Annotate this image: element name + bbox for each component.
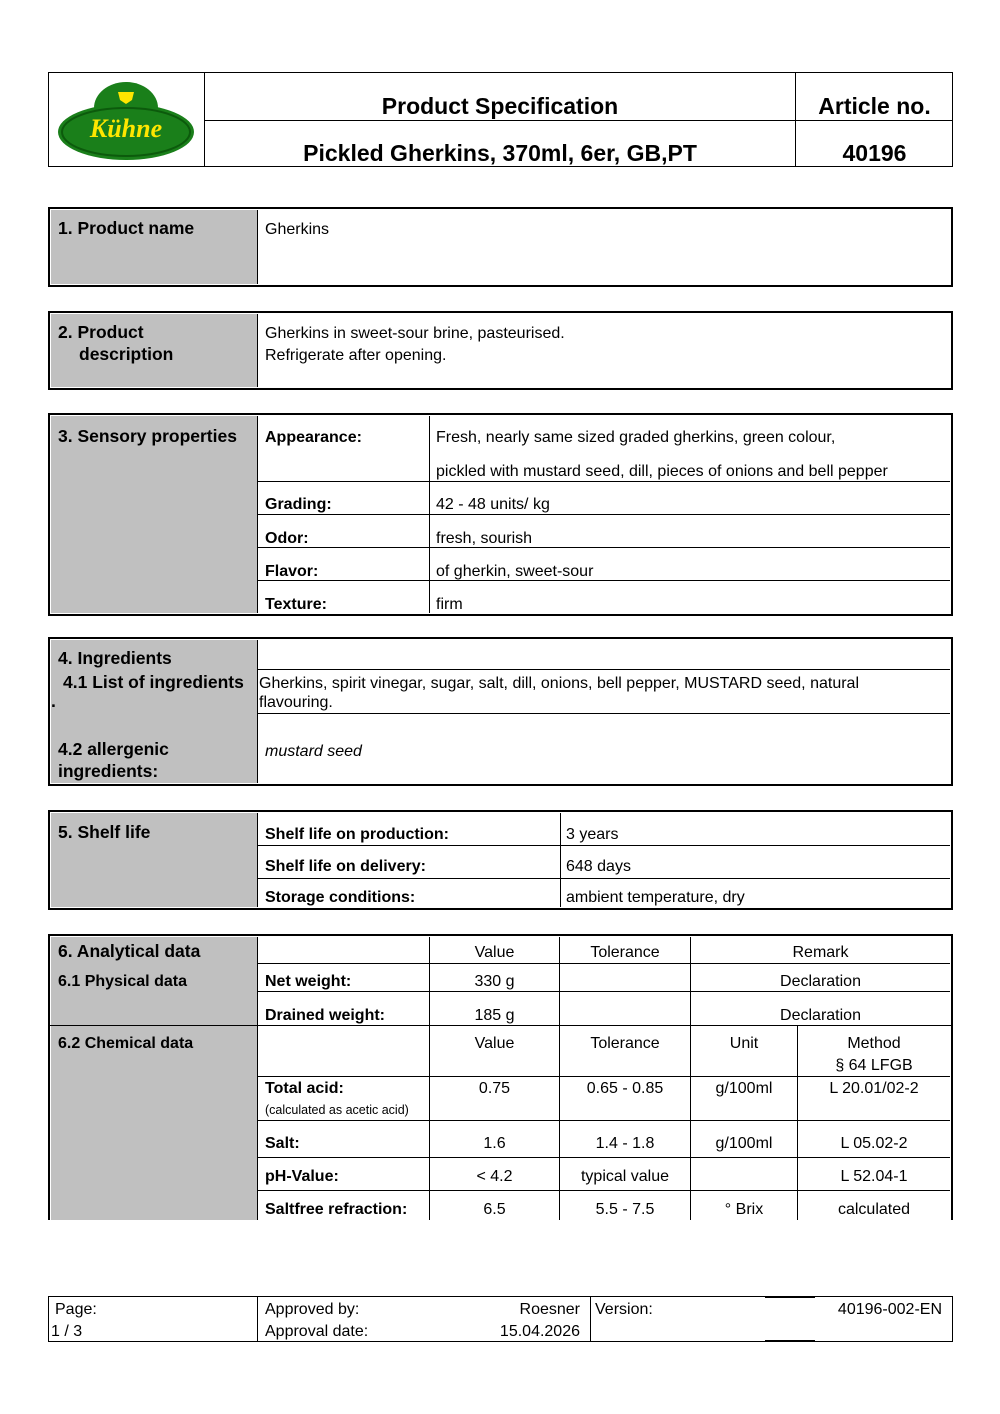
total-acid-note: (calculated as acetic acid) [265, 1103, 409, 1117]
product-subtitle: Pickled Gherkins, 370ml, 6er, GB,PT [303, 140, 697, 166]
grading-value: 42 - 48 units/ kg [436, 496, 550, 513]
flavor-label: Flavor: [265, 563, 319, 580]
appearance-value: Fresh, nearly same sized graded gherkins, green colour, [436, 429, 836, 446]
description-line-2: Refrigerate after opening. [265, 347, 447, 364]
product-name-value: Gherkins [265, 221, 330, 238]
net-weight-remark: Declaration [780, 973, 861, 990]
footer-approval-date-label: Approval date: [265, 1323, 369, 1340]
drained-weight-remark: Declaration [780, 1007, 861, 1024]
odor-value: fresh, sourish [436, 530, 533, 547]
ingredients-list-label: 4.1 List of ingredients [63, 672, 244, 692]
salt-value: 1.6 [483, 1135, 506, 1152]
section-1-label: 1. Product name [58, 218, 195, 238]
allergen-label: 4.2 allergenic [58, 739, 169, 759]
chem-value-header: Value [474, 1035, 515, 1052]
ingredients-line-1: Gherkins, spirit vinegar, sugar, salt, dill, onions, bell pepper, MUSTARD seed, natural [259, 675, 859, 692]
refraction-tolerance: 5.5 - 7.5 [595, 1201, 655, 1218]
description-line-1: Gherkins in sweet-sour brine, pasteurised. [265, 325, 565, 342]
shelf-production-value: 3 years [566, 826, 619, 843]
drained-weight-label: Drained weight: [265, 1007, 386, 1024]
section-4-label: 4. Ingredients [58, 648, 172, 668]
refraction-label: Saltfree refraction: [265, 1201, 408, 1218]
shelf-delivery-value: 648 days [566, 858, 631, 875]
footer-page-label: Page: [55, 1301, 97, 1318]
footer-approved-by-label: Approved by: [265, 1301, 360, 1318]
salt-method: L 05.02-2 [840, 1135, 908, 1152]
ingredients-line-2: flavouring. [259, 694, 333, 711]
article-number: 40196 [842, 140, 907, 166]
article-label: Article no. [818, 93, 931, 119]
refraction-unit: ° Brix [724, 1201, 764, 1218]
odor-label: Odor: [265, 530, 309, 547]
ingredients-list-dot: . [51, 691, 56, 711]
salt-tolerance: 1.4 - 1.8 [595, 1135, 655, 1152]
col-value-header: Value [474, 944, 515, 961]
footer-approved-by: Roesner [519, 1301, 580, 1318]
total-acid-unit: g/100ml [715, 1080, 773, 1097]
appearance-label: Appearance: [265, 429, 362, 446]
kuehne-logo [56, 78, 196, 162]
texture-label: Texture: [265, 596, 327, 613]
chem-method-header-2: § 64 LFGB [835, 1057, 913, 1074]
total-acid-tolerance: 0.65 - 0.85 [586, 1080, 664, 1097]
storage-value: ambient temperature, dry [566, 889, 745, 906]
section-6-label: 6. Analytical data [58, 941, 201, 961]
allergen-value: mustard seed [265, 743, 362, 760]
ph-value: < 4.2 [476, 1168, 513, 1185]
refraction-value: 6.5 [483, 1201, 506, 1218]
net-weight-value: 330 g [474, 973, 515, 990]
total-acid-label: Total acid: [265, 1080, 344, 1097]
total-acid-method: L 20.01/02-2 [829, 1080, 919, 1097]
total-acid-value: 0.75 [478, 1080, 511, 1097]
chemical-data-label: 6.2 Chemical data [58, 1035, 194, 1052]
allergen-label-2: ingredients: [58, 761, 159, 781]
chem-unit-header: Unit [729, 1035, 759, 1052]
page-title: Product Specification [381, 93, 619, 119]
section-2-label-2: description [79, 344, 174, 364]
salt-label: Salt: [265, 1135, 300, 1152]
refraction-method: calculated [837, 1201, 911, 1218]
footer-version: 40196-002-EN [837, 1301, 942, 1318]
salt-unit: g/100ml [715, 1135, 773, 1152]
ph-tolerance: typical value [580, 1168, 670, 1185]
chem-method-header: Method [847, 1035, 901, 1052]
section-2-label: 2. Product [58, 322, 144, 342]
footer-version-label: Version: [595, 1301, 653, 1318]
col-tolerance-header: Tolerance [590, 944, 660, 961]
footer-page-value: 1 / 3 [51, 1323, 83, 1340]
ph-method: L 52.04-1 [840, 1168, 908, 1185]
shelf-delivery-label: Shelf life on delivery: [265, 858, 426, 875]
texture-value: firm [436, 596, 463, 613]
shelf-production-label: Shelf life on production: [265, 826, 449, 843]
section-5-label: 5. Shelf life [58, 822, 151, 842]
logo-text: Kühne [89, 114, 163, 143]
physical-data-label: 6.1 Physical data [58, 973, 187, 990]
grading-label: Grading: [265, 496, 332, 513]
section-3-label: 3. Sensory properties [58, 426, 237, 446]
net-weight-label: Net weight: [265, 973, 352, 990]
chem-tolerance-header: Tolerance [590, 1035, 660, 1052]
drained-weight-value: 185 g [474, 1007, 515, 1024]
ph-label: pH-Value: [265, 1168, 339, 1185]
footer-approval-date: 15.04.2026 [499, 1323, 580, 1340]
flavor-value: of gherkin, sweet-sour [436, 563, 594, 580]
appearance-value-2: pickled with mustard seed, dill, pieces of onions and bell pepper [436, 463, 888, 480]
col-remark-header: Remark [792, 944, 849, 961]
storage-label: Storage conditions: [265, 889, 416, 906]
